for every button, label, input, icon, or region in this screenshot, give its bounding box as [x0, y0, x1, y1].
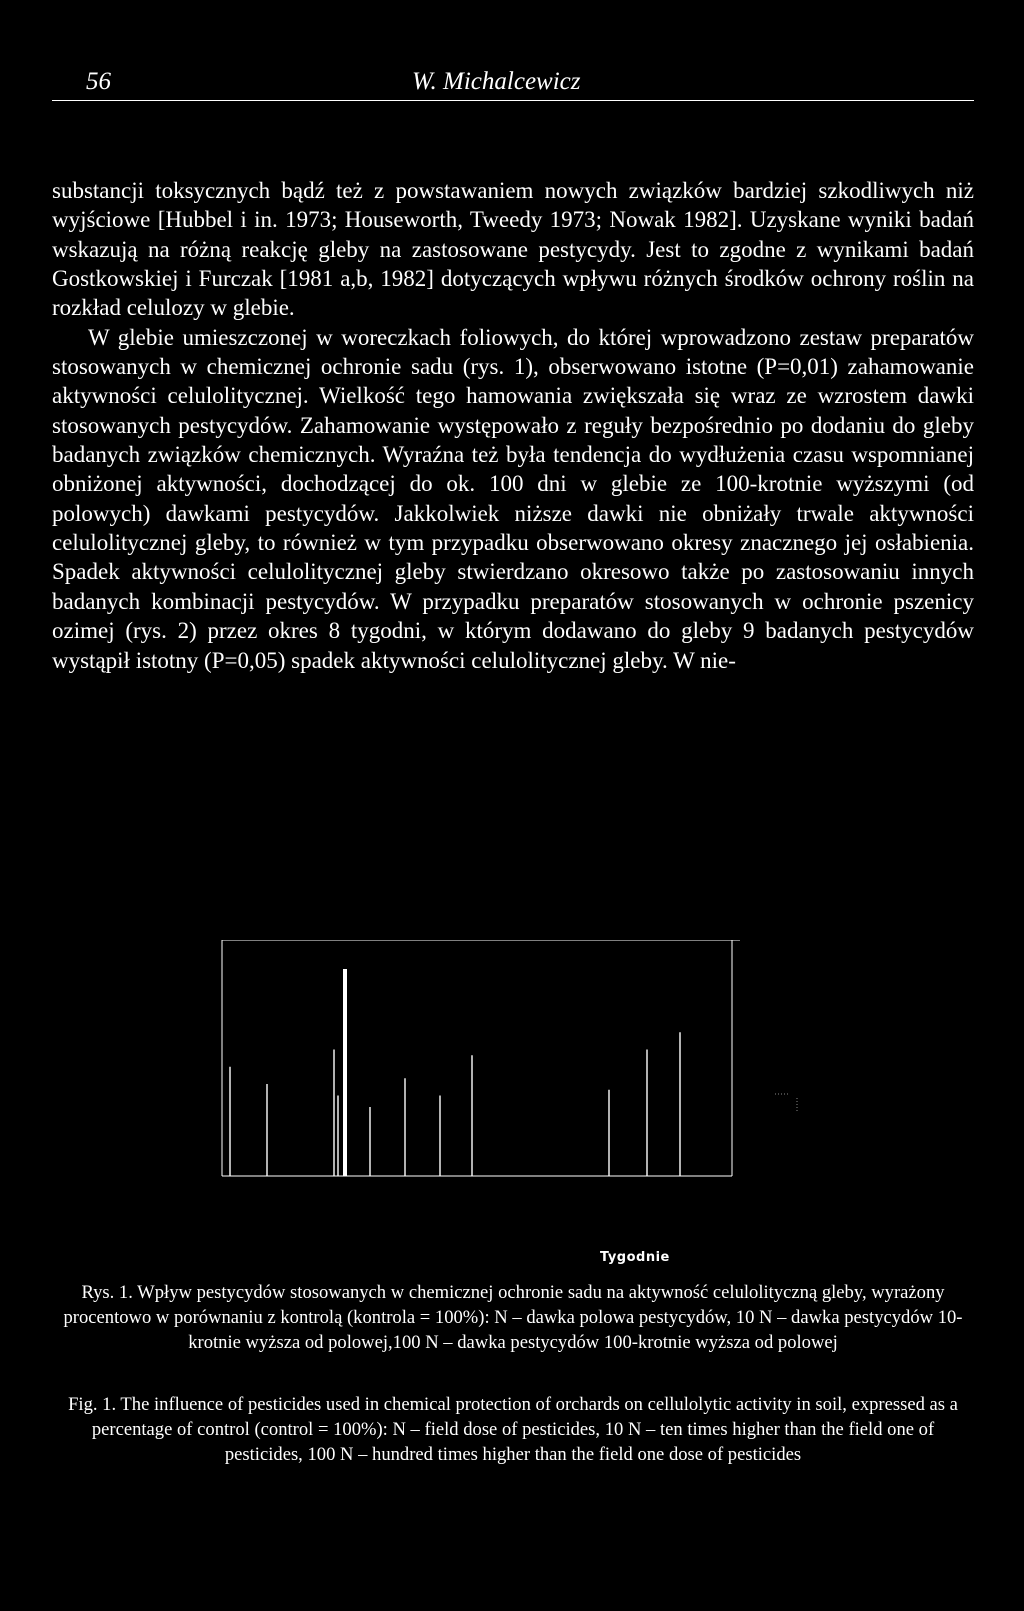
figure-caption-english: Fig. 1. The influence of pesticides used in chemical protection of orchards on cellulolytic activity in soil, expressed as a percentage of control (control = 100%): N – field dose of pesticides, 10 N – ten times higher than the field one of pesticides, 100 N – hundred times higher than the field one dose of pesticides [68, 1394, 958, 1465]
chart-faint-marks [775, 1094, 797, 1112]
body-text [52, 176, 974, 675]
figure-caption-polish: Rys. 1. Wpływ pestycydów stosowanych w chemicznej ochronie sadu na aktywność celulolityczną gleby, wyrażony procentowo w porównaniu z kontrolą (kontrola = 100%): N – dawka polowa pestycydów, 10 N – dawka pestycydów 10-krotnie wyższa od polowej,100 N – dawka pestycydów 100-krotnie wyższa od polowej [63, 1282, 963, 1353]
figure-1-chart [200, 940, 840, 1200]
x-axis-title: Tygodnie [600, 1250, 670, 1265]
chart-frame [222, 940, 740, 1176]
paragraph-2: W glebie umieszczonej w woreczkach foliowych, do której wprowadzono zestaw preparatów stosowanych w chemicznej ochronie sadu (rys. 1), obserwowano istotne (P=0,01) zahamowanie aktywności celulolitycznej. Wielkość tego hamowania zwiększała się wraz ze wzrostem dawki stosowanych pestycydów. Zahamowanie występowało z reguły bezpośrednio po dodaniu do gleby badanych związków chemicznych. Wyraźna też była tendencja do wydłużenia czasu wspomnianej obniżonej aktywności, dochodzącej do ok. 100 dni w glebie ze 100-krotnie wyższymi (od polowych) dawkami pestycydów. Jakkolwiek niższe dawki nie obniżały trwale aktywności celulolitycznej gleby, to również w tym przypadku obserwowano okresy znacznego jej osłabienia. Spadek aktywności celulolitycznej gleby stwierdzano okresowo także po zastosowaniu innych badanych kombinacji pestycydów. W przypadku preparatów stosowanych w ochronie pszenicy ozimej (rys. 2) przez okres 8 tygodni, w którym dodawano do gleby 9 badanych pestycydów wystąpił istotny (P=0,05) spadek aktywności celulolitycznej gleby. W nie- [52, 324, 974, 673]
running-header [52, 64, 974, 101]
paragraph-1: substancji toksycznych bądź też z powstawaniem nowych związków bardziej szkodliwych niż wyjściowe [Hubbel i in. 1973; Houseworth, Tweedy 1973; Nowak 1982]. Uzyskane wyniki badań wskazują na różną reakcję gleby na zastosowane pestycydy. Jest to zgodne z wynikami badań Gostkowskiej i Furczak [1981 a,b, 1982] dotyczących wpływu różnych środków ochrony roślin na rozkład celulozy w glebie. [52, 178, 974, 321]
page-number: 56 [86, 68, 111, 95]
chart-bars [230, 969, 680, 1176]
running-head-author: W. Michalcewicz [412, 68, 581, 95]
